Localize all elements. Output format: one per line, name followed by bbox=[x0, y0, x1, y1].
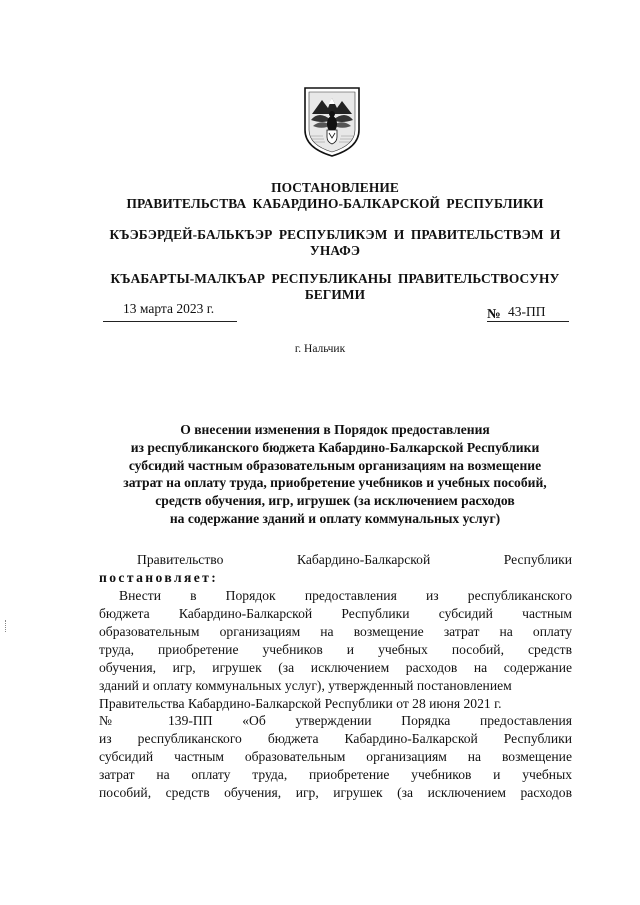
title-line: затрат на оплату труда, приобретение учебников и учебных пособий, bbox=[123, 475, 547, 491]
body-line: труда, приобретение учебников и учебных пособий, средств bbox=[99, 641, 572, 657]
header-balkar-line2: БЕГИМИ bbox=[304, 287, 366, 302]
title-line: О внесении изменения в Порядок предоставления bbox=[180, 422, 490, 437]
document-body bbox=[99, 551, 572, 802]
body-intro: Правительство Кабардино-Балкарской Республики bbox=[137, 552, 572, 567]
header-government: ПРАВИТЕЛЬСТВА КАБАРДИНО-БАЛКАРСКОЙ РЕСПУБЛИКИ bbox=[126, 196, 544, 211]
document-title bbox=[90, 421, 580, 528]
body-line: пособий, средств обучения, игр, игрушек (за исключением расходов bbox=[99, 785, 572, 801]
body-line: субсидий частным образовательным организациям на возмещение bbox=[99, 749, 572, 765]
document-number: 43-ПП bbox=[508, 304, 546, 319]
scan-margin-mark bbox=[5, 620, 8, 632]
body-line: Правительства Кабардино-Балкарской Республики от 28 июня 2021 г. bbox=[99, 695, 502, 711]
body-line: образовательным организациям на возмещение затрат на оплату bbox=[99, 623, 572, 639]
date-underline bbox=[103, 321, 237, 322]
number-label: № bbox=[487, 306, 501, 321]
body-line: зданий и оплату коммунальных услуг), утвержденный постановлением bbox=[99, 677, 512, 693]
body-line: затрат на оплату труда, приобретение учебников и учебных bbox=[99, 767, 572, 783]
document-date: 13 марта 2023 г. bbox=[123, 301, 215, 316]
number-underline bbox=[487, 321, 569, 322]
title-line: на содержание зданий и оплату коммунальных услуг) bbox=[169, 510, 501, 526]
decree-word: постановляет: bbox=[99, 569, 219, 585]
body-line: обучения, игр, игрушек (за исключением расходов на содержание bbox=[99, 659, 572, 675]
header-kabardian-line2: УНАФЭ bbox=[309, 243, 361, 258]
header-balkar-line1: КЪАБАРТЫ-МАЛКЪАР РЕСПУБЛИКАНЫ ПРАВИТЕЛЬСТВОСУНУ bbox=[110, 271, 560, 286]
title-line: из республиканского бюджета Кабардино-Балкарской Республики bbox=[130, 439, 540, 455]
title-line: средств обучения, игр, игрушек (за исключением расходов bbox=[155, 493, 515, 509]
body-line: бюджета Кабардино-Балкарской Республики субсидий частным bbox=[99, 605, 572, 621]
body-line: Внести в Порядок предоставления из республиканского bbox=[119, 587, 572, 603]
coat-of-arms-icon bbox=[303, 86, 361, 158]
body-line: из республиканского бюджета Кабардино-Балкарской Республики bbox=[99, 731, 572, 747]
body-line: № 139-ПП «Об утверждении Порядка предоставления bbox=[99, 713, 572, 729]
header-kabardian-line1: КЪЭБЭРДЕЙ-БАЛЬКЪЭР РЕСПУБЛИКЭМ И ПРАВИТЕЛЬСТВЭМ И bbox=[109, 227, 561, 242]
title-line: субсидий частным образовательным организациям на возмещение bbox=[128, 457, 542, 473]
city: г. Нальчик bbox=[294, 343, 346, 355]
header-title: ПОСТАНОВЛЕНИЕ bbox=[271, 180, 399, 195]
